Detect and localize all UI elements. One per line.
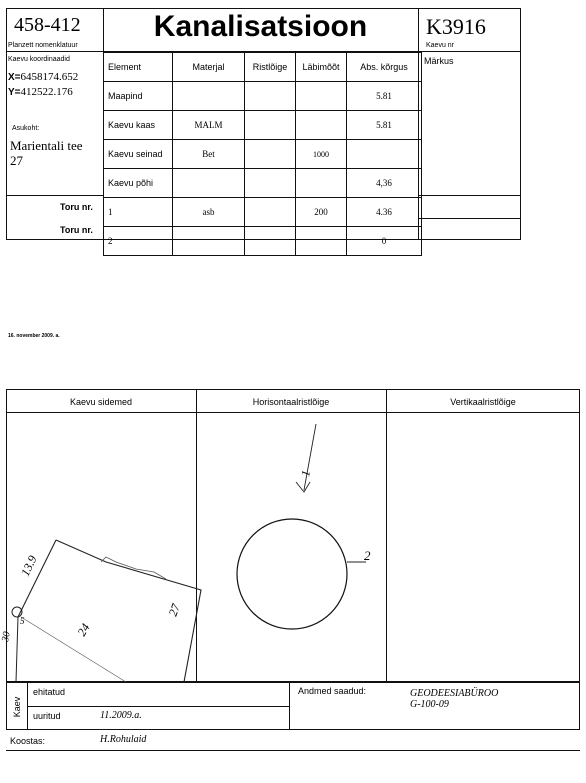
row-element: Maapind <box>104 82 173 111</box>
pipe-2-label: 2 <box>364 548 371 563</box>
table-row <box>104 82 422 111</box>
coord-label: Kaevu koordinaadid <box>8 56 70 63</box>
table-header-row <box>104 53 422 82</box>
y-value: 412522.176 <box>20 86 73 98</box>
row-cross <box>245 169 296 198</box>
drawings-col-divider-2 <box>386 389 387 682</box>
row-cross <box>245 140 296 169</box>
measure-line-b <box>16 617 18 682</box>
well-number: K3916 <box>426 14 486 39</box>
pipe-material: asb <box>173 198 245 227</box>
document-date: 16. november 2009. a. <box>8 333 60 339</box>
row-height <box>347 140 422 169</box>
remarks-label: Märkus <box>424 56 454 66</box>
row-height: 5.81 <box>347 82 422 111</box>
data-from-line2: G-100-09 <box>410 699 449 710</box>
connections-sketch <box>0 412 196 682</box>
pipe-1-arrow-icon <box>296 482 310 492</box>
footer-col-divider <box>289 682 290 730</box>
footer-row-divider <box>27 706 289 707</box>
header-material: Materjal <box>173 53 245 82</box>
nomenclature-label: Planzett nomenklatuur <box>8 42 78 49</box>
location-line1: Marientali tee <box>10 138 83 153</box>
pipe-label: Toru nr. <box>60 225 93 235</box>
pipe-diameter: 200 <box>296 198 347 227</box>
row-material <box>173 82 245 111</box>
surveyed-label: uuritud <box>33 711 61 721</box>
pipe-cross <box>245 227 296 256</box>
col-title-vertical: Vertikaalristlõige <box>450 397 516 407</box>
footer-bottom-line <box>6 750 580 751</box>
page-title: Kanalisatsioon <box>153 10 368 43</box>
x-label: X= <box>8 72 21 83</box>
pipe-height: 4.36 <box>347 198 422 227</box>
measure-line-a <box>18 540 56 617</box>
pipe-height: 0 <box>347 227 422 256</box>
pipe-row <box>104 227 422 256</box>
sketch-label-a: 13.9 <box>18 553 40 579</box>
well-elements-table <box>103 52 422 256</box>
pipe-label: Toru nr. <box>60 202 93 212</box>
row-diameter <box>296 169 347 198</box>
col-title-horizontal: Horisontaalristlõige <box>252 397 330 407</box>
pipe-1-label: 1 <box>298 469 313 478</box>
row-cross <box>245 111 296 140</box>
row-material <box>173 169 245 198</box>
pipe-1-line <box>304 424 316 490</box>
pipe-number: 2 <box>104 227 173 256</box>
left-panel-bottom-line <box>6 195 103 196</box>
row-element: Kaevu seinad <box>104 140 173 169</box>
sketch-label-b: 24 <box>74 621 93 639</box>
nomenclature-value: 458-412 <box>14 14 81 36</box>
y-label: Y= <box>8 87 21 98</box>
header-cross-section: Ristlõige <box>245 53 296 82</box>
x-coordinate <box>8 71 78 83</box>
header-diameter: Läbimõõt <box>296 53 347 82</box>
sketch-label-e: 5 <box>20 616 25 626</box>
sketch-label-c: 27 <box>165 601 183 619</box>
pipe-cross <box>245 198 296 227</box>
building-detail <box>101 557 166 579</box>
footer-side-label: Kaev <box>12 696 22 718</box>
measure-line-c <box>21 617 126 682</box>
row-material: MALM <box>173 111 245 140</box>
compiled-label: Koostas: <box>10 736 46 746</box>
remarks-line-1 <box>418 195 521 196</box>
row-height: 5.81 <box>347 111 422 140</box>
y-coordinate <box>8 86 73 98</box>
row-element: Kaevu põhi <box>104 169 173 198</box>
row-element: Kaevu kaas <box>104 111 173 140</box>
table-row <box>104 111 422 140</box>
row-cross <box>245 82 296 111</box>
pipe-material <box>173 227 245 256</box>
pipe-number: 1 <box>104 198 173 227</box>
well-number-label: Kaevu nr <box>426 42 455 49</box>
compiled-value: H.Rohulaid <box>100 734 147 745</box>
data-from-label: Andmed saadud: <box>298 686 367 696</box>
table-row <box>104 169 422 198</box>
horizontal-section-sketch <box>196 412 386 682</box>
sketch-label-d: 30 <box>0 630 13 643</box>
row-diameter: 1000 <box>296 140 347 169</box>
row-height: 4,36 <box>347 169 422 198</box>
built-label: ehitatud <box>33 687 66 697</box>
header-abs-height: Abs. kõrgus <box>347 53 422 82</box>
row-material: Bet <box>173 140 245 169</box>
location-line2: 27 <box>10 153 23 168</box>
row-diameter <box>296 82 347 111</box>
pipe-row <box>104 198 422 227</box>
data-from-line1: GEODEESIABÜROO <box>410 688 499 699</box>
header-element: Element <box>104 53 173 82</box>
pipe-diameter <box>296 227 347 256</box>
surveyed-value: 11.2009.a. <box>100 710 142 721</box>
x-value: 6458174.652 <box>20 71 79 83</box>
row-diameter <box>296 111 347 140</box>
remarks-line-2 <box>418 218 521 219</box>
table-row <box>104 140 422 169</box>
well-circle <box>237 519 347 629</box>
col-title-connections: Kaevu sidemed <box>69 397 133 407</box>
location-label: Asukoht: <box>12 125 40 132</box>
